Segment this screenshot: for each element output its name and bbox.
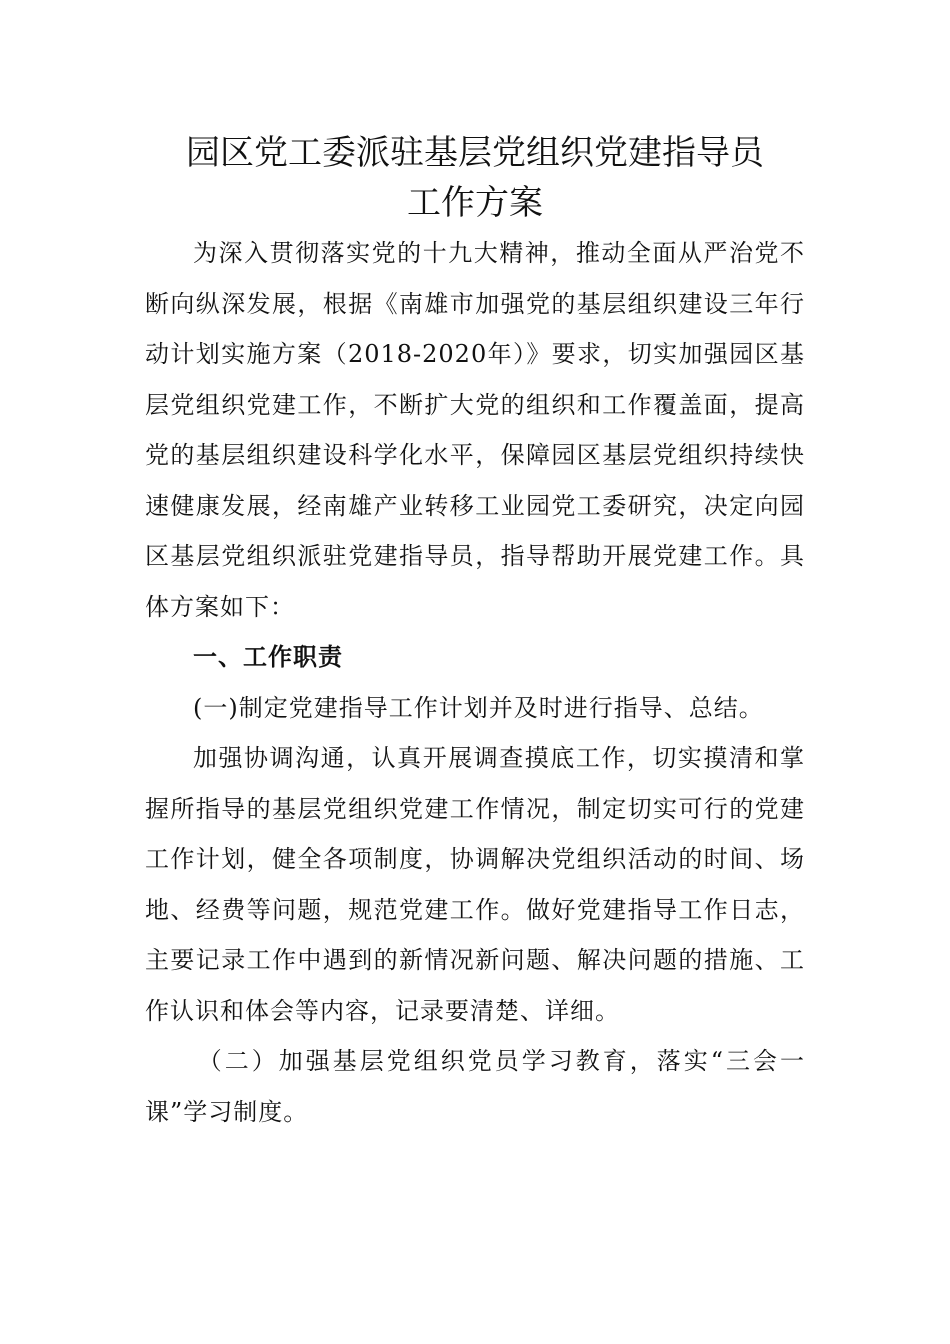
title-line-1: 园区党工委派驻基层党组织党建指导员 [186,133,764,173]
title-line-2: 工作方案 [407,183,543,223]
item-heading-2: （二）加强基层党组织党员学习教育，落实“三会一课”学习制度。 [145,1047,805,1126]
section-heading-duties: 一、工作职责 [193,643,343,671]
item-body-1: 加强协调沟通，认真开展调查摸底工作，切实摸清和掌握所指导的基层党组织党建工作情况，制定切实可行的党建工作计划，健全各项制度，协调解决党组织活动的时间、场地、经费等问题，规范党建工作。做好党建指导工作日志，主要记录工作中遇到的新情况新问题、解决问题的措施、工作认识和体会等内容，记录要清楚、详细。 [145,744,805,1025]
document-body [145,228,805,1137]
item-heading-1: (一)制定党建指导工作计划并及时进行指导、总结。 [193,693,764,722]
document-title [145,128,805,228]
intro-paragraph: 为深入贯彻落实党的十九大精神，推动全面从严治党不断向纵深发展，根据《南雄市加强党的基层组织建设三年行动计划实施方案（2018-2020年）》要求，切实加强园区基层党组织党建工作，不断扩大党的组织和工作覆盖面，提高党的基层组织建设科学化水平，保障园区基层党组织持续快速健康发展，经南雄产业转移工业园党工委研究，决定向园区基层党组织派驻党建指导员，指导帮助开展党建工作。具体方案如下： [145,239,805,621]
